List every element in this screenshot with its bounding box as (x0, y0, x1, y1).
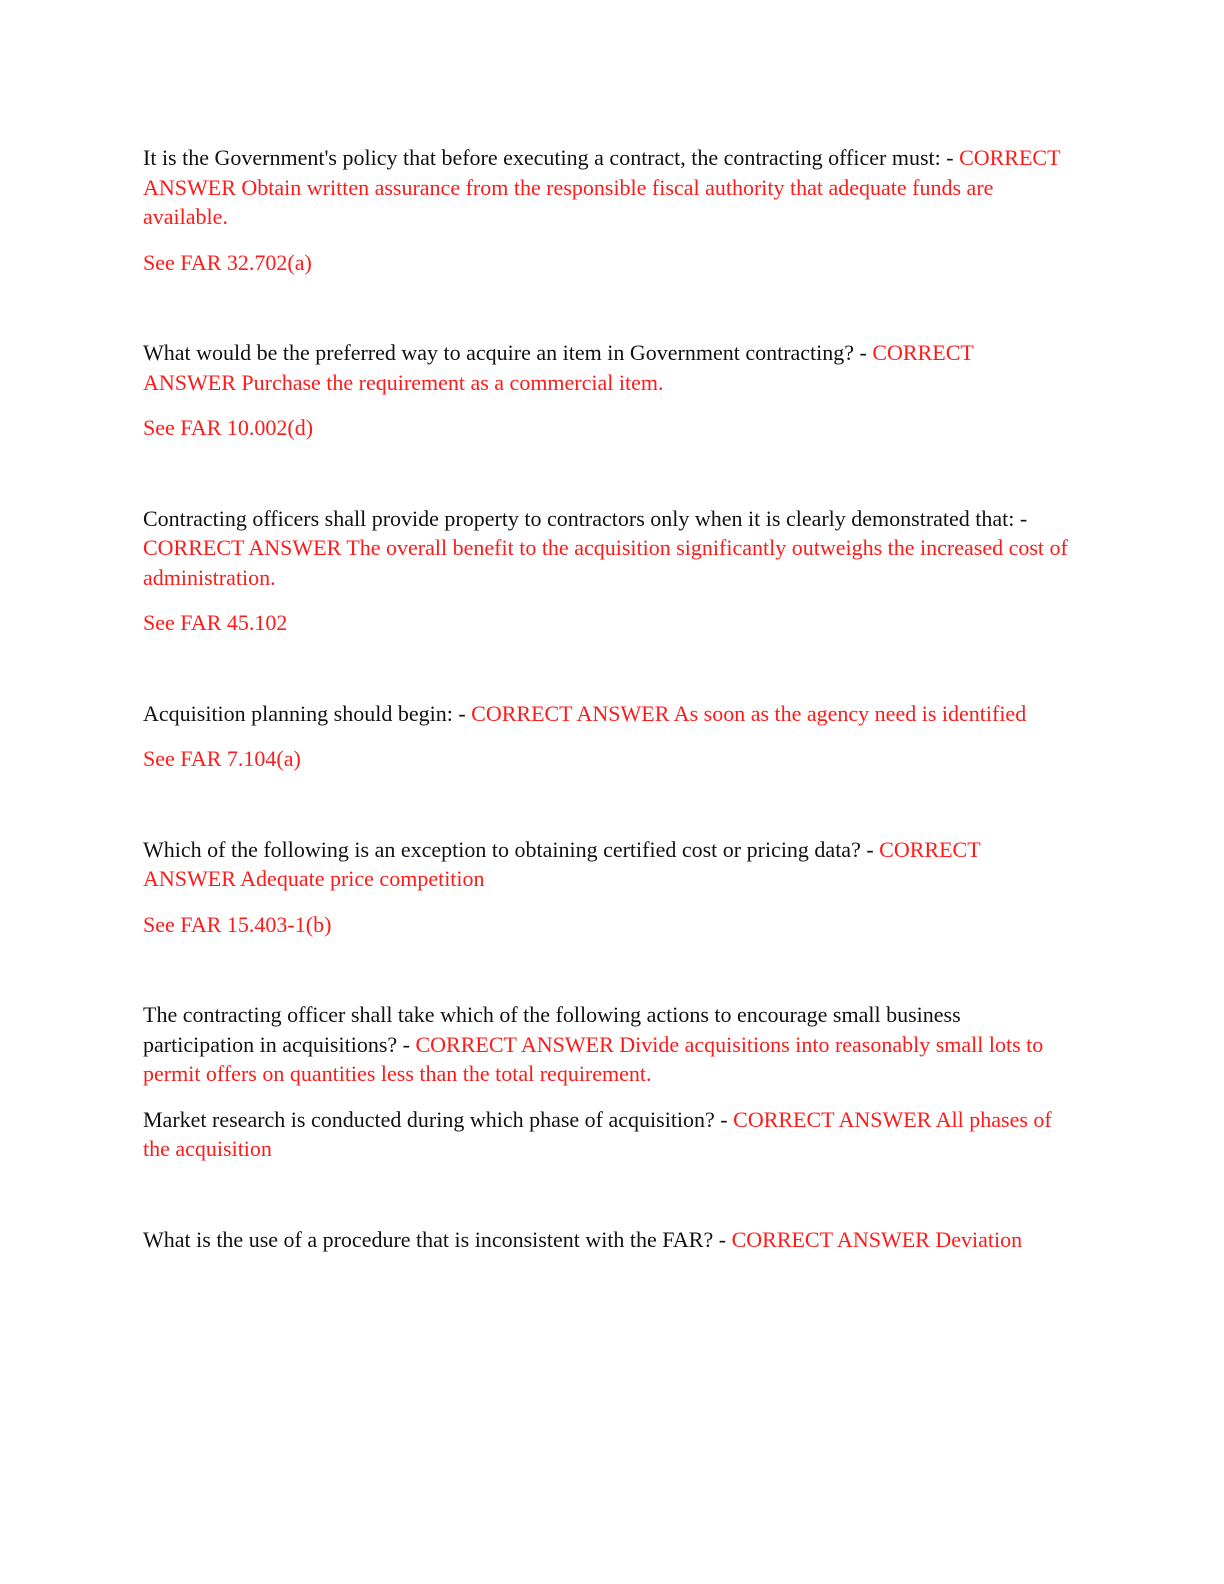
far-reference: See FAR 45.102 (143, 610, 288, 635)
qa-question-answer (143, 504, 1068, 593)
question-text: Contracting officers shall provide property to contractors only when it is clearly demonstrated that: - (143, 505, 1028, 531)
qa-item (143, 835, 1068, 940)
answer-text: CORRECT ANSWER As soon as the agency need is identified (471, 700, 1027, 726)
question-text: Acquisition planning should begin: - (143, 700, 472, 726)
question-text: What is the use of a procedure that is inconsistent with the FAR? - (143, 1226, 732, 1252)
qa-question-answer (143, 1105, 1068, 1164)
answer-text: CORRECT ANSWER Adequate price competition (143, 836, 981, 891)
qa-question-answer (143, 835, 1068, 894)
qa-item (143, 143, 1068, 277)
answer-text: CORRECT ANSWER Divide acquisitions into reasonably small lots to permit offers on quantities less than the total requirement. (143, 1031, 1044, 1086)
qa-item (143, 338, 1068, 443)
question-text: What would be the preferred way to acquire an item in Government contracting? - (143, 340, 873, 365)
answer-text: CORRECT ANSWER The overall benefit to the acquisition significantly outweighs the increased cost of administration. (143, 535, 1068, 590)
qa-content (143, 143, 1068, 1254)
far-reference: See FAR 10.002(d) (143, 415, 314, 440)
qa-item (143, 699, 1068, 774)
qa-question-answer (143, 699, 1068, 729)
qa-question-answer (143, 143, 1068, 232)
qa-item (143, 1225, 1068, 1255)
qa-item (143, 1105, 1068, 1164)
question-text: The contracting officer shall take which of the following actions to encourage small business participation in acquisitions? - (143, 1002, 961, 1057)
question-text: It is the Government's policy that before executing a contract, the contracting officer must: - (143, 145, 960, 170)
answer-text: CORRECT ANSWER Obtain written assurance from the responsible fiscal authority that adequate funds are available. (143, 145, 1061, 229)
answer-text: CORRECT ANSWER All phases of the acquisition (143, 1106, 1052, 1161)
qa-item (143, 1000, 1068, 1089)
answer-text: CORRECT ANSWER Deviation (731, 1226, 1023, 1252)
qa-question-answer (143, 338, 1068, 397)
qa-question-answer (143, 1000, 1068, 1089)
qa-item (143, 504, 1068, 638)
far-reference: See FAR 32.702(a) (143, 249, 312, 275)
question-text: Market research is conducted during which phase of acquisition? - (143, 1106, 734, 1132)
far-reference: See FAR 7.104(a) (143, 746, 301, 771)
far-reference: See FAR 15.403-1(b) (143, 911, 332, 937)
qa-question-answer (143, 1225, 1068, 1255)
question-text: Which of the following is an exception to obtaining certified cost or pricing data? - (143, 836, 880, 862)
answer-text: CORRECT ANSWER Purchase the requirement as a commercial item. (143, 340, 974, 395)
